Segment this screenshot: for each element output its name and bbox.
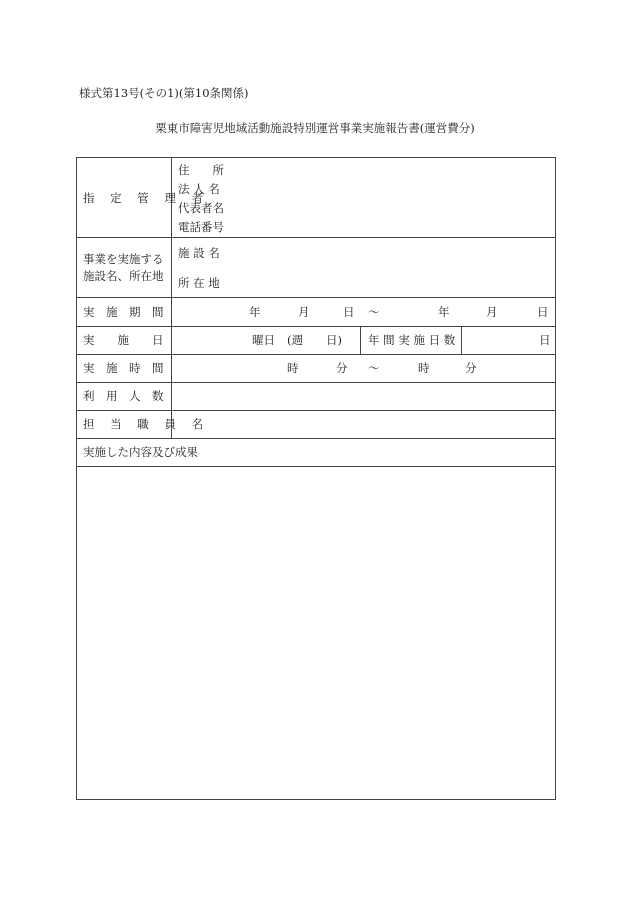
representative-field-label: 代表者名 (178, 201, 224, 215)
period-day-start: 日 (343, 305, 355, 319)
row-divider (77, 410, 555, 411)
annual-days-unit: 日 (539, 333, 551, 347)
row-divider (77, 326, 555, 327)
row-divider (77, 466, 555, 467)
facility-name-field-label: 施 設 名 (178, 246, 220, 260)
users-label: 利 用 人 数 (83, 389, 164, 403)
phone-field-label: 電話番号 (178, 220, 224, 234)
period-label: 実 施 期 間 (83, 305, 164, 319)
days-label: 実 施 日 (83, 333, 164, 347)
period-year-end: 年 (438, 305, 450, 319)
period-month-end: 月 (486, 305, 498, 319)
corporation-name-field-label: 法 人 名 (178, 182, 220, 196)
time-minute-start: 分 (336, 361, 348, 375)
row-divider (77, 297, 555, 298)
content-label: 実施した内容及び成果 (83, 445, 198, 459)
location-field-label: 所 在 地 (178, 276, 220, 290)
annual-days-label: 年 間 実 施 日 数 (368, 333, 456, 347)
time-hour-end: 時 (418, 361, 430, 375)
cell-divider (360, 326, 361, 354)
address-field-label: 住 所 (178, 163, 224, 177)
weekly-days: (週 日) (287, 333, 342, 347)
row-divider (77, 354, 555, 355)
cell-divider (461, 326, 462, 354)
time-label: 実 施 時 間 (83, 361, 164, 375)
manager-label: 指 定 管 理 者 (83, 191, 210, 205)
facility-label-line2: 施設名、所在地 (83, 269, 164, 283)
time-minute-end: 分 (465, 361, 477, 375)
staff-label: 担 当 職 員 名 (83, 417, 210, 431)
period-year-start: 年 (249, 305, 261, 319)
period-day-end: 日 (537, 305, 549, 319)
weekday-unit: 曜日 (252, 333, 275, 347)
report-form (76, 157, 556, 800)
time-tilde: 〜 (368, 361, 380, 375)
period-tilde: 〜 (368, 305, 380, 319)
document-title: 栗東市障害児地域活動施設特別運営事業実施報告書(運営費分) (155, 121, 475, 135)
period-month-start: 月 (298, 305, 310, 319)
facility-label-line1: 事業を実施する (83, 252, 164, 266)
form-number: 様式第13号(その1)(第10条関係) (79, 86, 249, 100)
row-divider (77, 237, 555, 238)
row-divider (77, 382, 555, 383)
time-hour-start: 時 (287, 361, 299, 375)
row-divider (77, 438, 555, 439)
